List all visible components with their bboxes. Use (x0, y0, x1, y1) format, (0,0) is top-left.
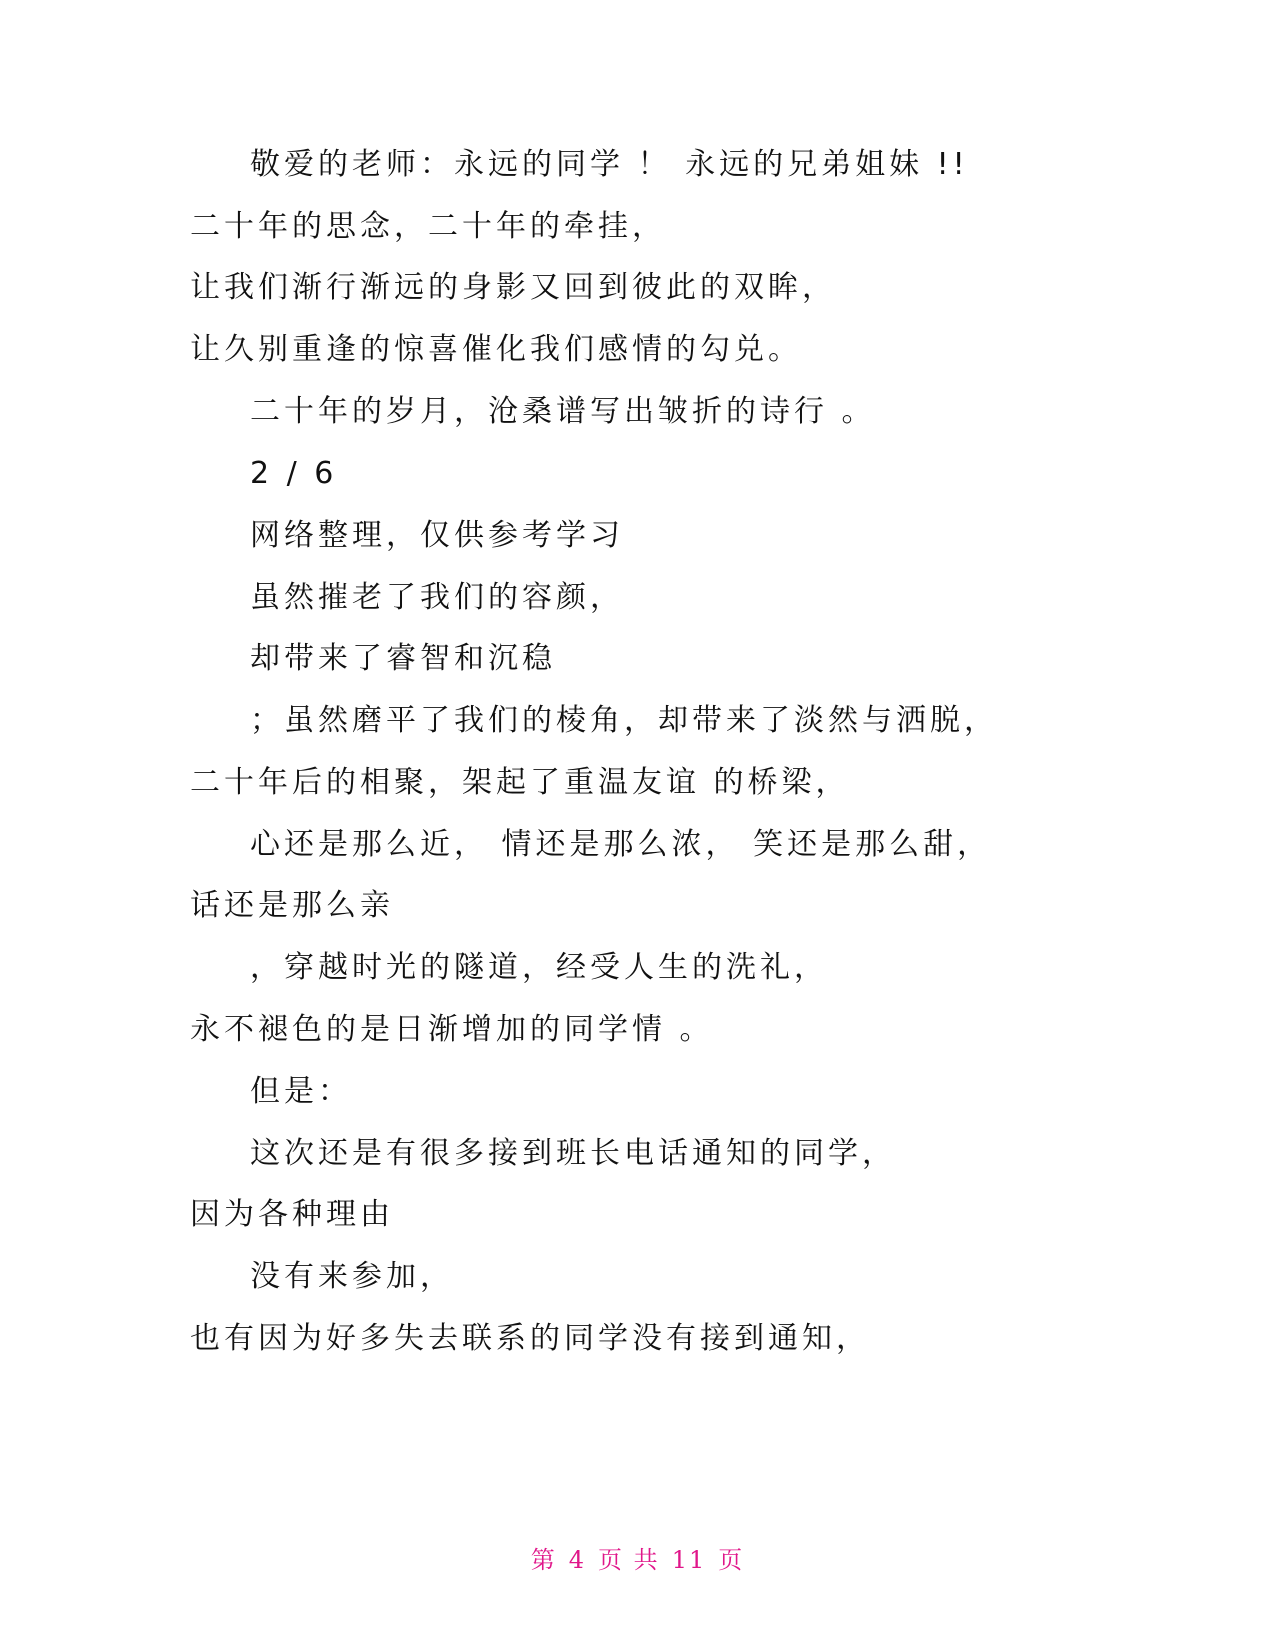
footer-prefix: 第 (530, 1546, 557, 1574)
text-line: 网络整理，仅供参考学习 (250, 518, 624, 553)
text-line: 永不褪色的是日渐增加的同学情 。 (190, 1012, 714, 1047)
text-line: 没有来参加， (250, 1259, 454, 1294)
text-line: 这次还是有很多接到班长电话通知的同学， (250, 1136, 896, 1171)
text-line: 但是： (250, 1074, 352, 1109)
text-line: 也有因为好多失去联系的同学没有接到通知， (190, 1321, 870, 1356)
footer-total-pages: 11 (671, 1546, 707, 1574)
text-line: 让久别重逢的惊喜催化我们感情的勾兑。 (190, 332, 802, 367)
footer-current-page: 4 (568, 1546, 587, 1574)
text-line: 让我们渐行渐远的身影又回到彼此的双眸， (190, 270, 836, 305)
text-line: 敬爱的老师：永远的同学 ！ 永远的兄弟姐妹 !! (250, 147, 969, 182)
text-line: ，穿越时光的隧道，经受人生的洗礼， (250, 950, 828, 985)
text-line: 二十年后的相聚，架起了重温友谊 的桥梁， (190, 765, 850, 800)
page-marker-text: 2 / 6 (250, 456, 338, 491)
page-footer (0, 1540, 1275, 1575)
text-line: 二十年的岁月，沧桑谱写出皱折的诗行 。 (250, 394, 876, 429)
footer-middle: 页 共 (598, 1546, 660, 1574)
text-line: 二十年的思念，二十年的牵挂， (190, 209, 666, 244)
text-line: 话还是那么亲 (190, 888, 394, 923)
footer-suffix: 页 (718, 1546, 745, 1574)
text-line: 因为各种理由 (190, 1197, 394, 1232)
text-line: 心还是那么近， 情还是那么浓， 笑还是那么甜， (250, 827, 992, 862)
text-line: 虽然摧老了我们的容颜， (250, 580, 624, 615)
text-line: ；虽然磨平了我们的棱角，却带来了淡然与洒脱， (250, 703, 998, 738)
text-line: 却带来了睿智和沉稳 (250, 641, 556, 676)
